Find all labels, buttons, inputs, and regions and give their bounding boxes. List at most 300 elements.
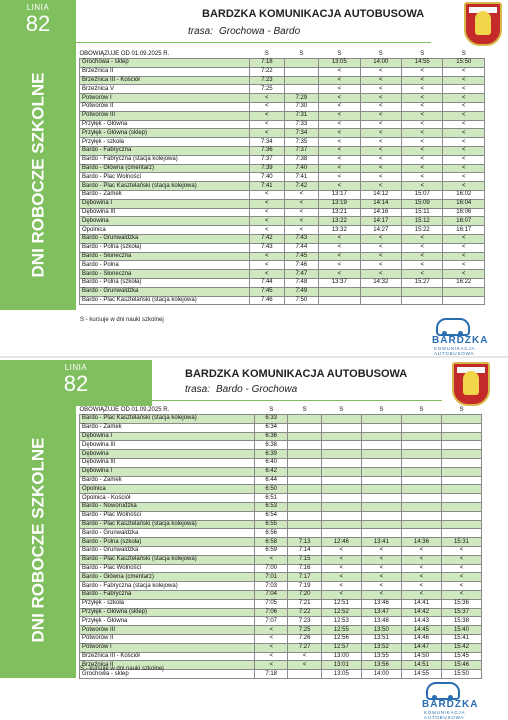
departure-time [288,458,321,467]
departure-time: 6:55 [255,520,288,529]
departure-time: < [402,129,443,138]
table-row [80,573,482,582]
route-name: Grochowa - Bardo [219,26,301,37]
table-row [80,582,482,591]
departure-time [401,423,441,432]
departure-time: < [360,129,401,138]
departure-time: 7:06 [255,608,288,617]
table-row [80,217,485,226]
table-row [80,415,482,424]
departure-time: < [319,261,360,270]
departure-time: 7:26 [288,634,321,643]
departure-time [441,511,481,520]
departure-time: < [250,226,285,235]
departure-time: < [319,76,360,85]
departure-time: 6:56 [255,529,288,538]
table-row [80,76,485,85]
table-row [80,476,482,485]
departure-time [288,511,321,520]
departure-time: 7:34 [284,129,319,138]
stop-name: Bardo - Fabryczna [80,590,255,599]
table-row [80,494,482,503]
departure-time: 15:46 [441,661,481,670]
route-label: trasa: [188,26,214,37]
departure-time: < [402,261,443,270]
column-header: S [420,50,425,57]
departure-time: < [250,217,285,226]
departure-time: 7:22 [250,67,285,76]
stop-name: Opolnica - Kościół [80,494,255,503]
departure-time [401,415,441,424]
route-line [185,384,297,395]
departure-time: < [321,564,361,573]
departure-time: 7:44 [250,278,285,287]
departure-time [321,415,361,424]
table-row [80,208,485,217]
table-row [80,423,482,432]
departure-time [288,670,321,679]
departure-time: 15:09 [402,199,443,208]
departure-time [319,296,360,305]
departure-time: < [361,555,401,564]
departure-time [401,458,441,467]
departure-time: 16:22 [443,278,485,287]
stop-name: Brzeźnica III - Kościół [80,76,250,85]
table-row [80,243,485,252]
departure-time [321,485,361,494]
departure-time: 13:05 [319,59,360,68]
departure-time: < [319,252,360,261]
table-row [80,626,482,635]
departure-time: 7:43 [250,243,285,252]
departure-time [321,476,361,485]
departure-time: 7:15 [288,555,321,564]
departure-time: < [402,270,443,279]
departure-time: 7:37 [250,155,285,164]
departure-time [288,423,321,432]
departure-time: 14:45 [401,626,441,635]
departure-time [288,432,321,441]
departure-time: 14:47 [401,643,441,652]
departure-time: < [319,182,360,191]
column-header: S [419,406,424,413]
table-row [80,296,485,305]
table-row [80,467,482,476]
departure-time: 13:00 [321,652,361,661]
departure-time: 15:40 [441,626,481,635]
stop-name: Bardo - Plac Wolności [80,173,250,182]
departure-time: < [250,199,285,208]
logo-sub2: AUTOBUSOWA [424,715,465,720]
table-row [80,234,485,243]
departure-time: 13:05 [321,670,361,679]
departure-time [443,287,485,296]
stop-name: Bardo - Słoneczna [80,252,250,261]
stop-name: Bardo - Grunwaldzka [80,287,250,296]
stop-name: Bardo - Słoneczna [80,270,250,279]
departure-time: 6:38 [255,441,288,450]
departure-time [321,529,361,538]
departure-time [402,296,443,305]
departure-time: < [360,243,401,252]
departure-time: < [402,146,443,155]
departure-time: < [443,111,485,120]
departure-time: < [443,252,485,261]
departure-time: < [319,120,360,129]
departure-time [361,458,401,467]
departure-time [441,441,481,450]
stop-name: Bardo - Plac Kasztelański (stacja kolejowa) [80,296,250,305]
departure-time: 13:17 [319,190,360,199]
stop-name: Bardo - Grunwaldzka [80,234,250,243]
departure-time: < [319,67,360,76]
departure-time: < [443,261,485,270]
departure-time: < [250,102,285,111]
departure-time: < [402,111,443,120]
departure-time: 7:21 [288,599,321,608]
stop-name: Opolnica [80,485,255,494]
departure-time: 6:33 [255,415,288,424]
departure-time [401,502,441,511]
departure-time: < [250,261,285,270]
departure-time: < [443,173,485,182]
departure-time: 6:34 [255,423,288,432]
stop-name: Przyłęk - szkoła [80,599,255,608]
stop-name: Dębowina III [80,208,250,217]
departure-time: < [401,573,441,582]
stop-name: Dębowina [80,450,255,459]
table-header-row [80,406,482,415]
departure-time: 15:36 [441,599,481,608]
departure-time: 7:16 [288,564,321,573]
stop-name: Bardo - Plac Kasztelański (stacja kolejowa) [80,520,255,529]
departure-time: 6:53 [255,502,288,511]
departure-time: 7:49 [284,287,319,296]
departure-time: 7:45 [250,287,285,296]
departure-time: 15:12 [402,217,443,226]
departure-time [402,287,443,296]
departure-time [441,520,481,529]
departure-time: 7:43 [284,234,319,243]
timetable-sheet-2 [0,360,508,720]
departure-time: < [360,120,401,129]
departure-time: 6:59 [255,546,288,555]
departure-time: < [441,546,481,555]
table-row [80,278,485,287]
departure-time [401,432,441,441]
column-header: S [379,406,384,413]
stop-name: Potworów III [80,111,250,120]
departure-time: 7:33 [284,120,319,129]
column-header: S [264,50,269,57]
departure-time [321,520,361,529]
departure-time: 7:42 [284,182,319,191]
departure-time: 15:07 [402,190,443,199]
departure-time: 6:54 [255,511,288,520]
departure-time: < [402,138,443,147]
table-row [80,511,482,520]
column-header: S [378,50,383,57]
departure-time [441,458,481,467]
departure-time: 14:50 [401,652,441,661]
departure-time: 6:44 [255,476,288,485]
departure-time [319,287,360,296]
vertical-title [0,50,76,300]
departure-time: < [250,120,285,129]
coat-of-arms-icon [452,362,490,406]
table-row [80,261,485,270]
departure-time: 12:55 [321,626,361,635]
departure-time [361,485,401,494]
departure-time [361,476,401,485]
departure-time [361,450,401,459]
departure-time: 6:40 [255,458,288,467]
departure-time: 14:17 [360,217,401,226]
departure-time [401,476,441,485]
table-row [80,520,482,529]
line-number: 82 [25,11,51,36]
departure-time: 7:00 [255,564,288,573]
departure-time: < [443,94,485,103]
departure-time: 12:56 [321,634,361,643]
departure-time: 6:51 [255,494,288,503]
table-row [80,608,482,617]
departure-time: < [360,164,401,173]
departure-time: < [361,573,401,582]
departure-time: < [360,261,401,270]
stop-name: Dębowina I [80,199,250,208]
stop-name: Przyłęk - Główna [80,120,250,129]
departure-time [441,485,481,494]
company-logo [420,682,490,718]
departure-time: 7:40 [250,173,285,182]
departure-time: 15:22 [402,226,443,235]
logo-sub1: KOMUNIKACJA [434,346,476,351]
departure-time: 12:57 [321,643,361,652]
column-header: S [461,50,466,57]
departure-time: 16:07 [443,217,485,226]
departure-time [441,415,481,424]
departure-time: 16:06 [443,208,485,217]
departure-time: < [443,146,485,155]
departure-time [288,415,321,424]
stop-name: Potworów III [80,626,255,635]
departure-time: 14:41 [401,599,441,608]
departure-time: 14:00 [361,670,401,679]
table-row [80,146,485,155]
stop-name: Przyłęk - Główna (sklep) [80,129,250,138]
departure-time: 14:16 [360,208,401,217]
departure-time [361,502,401,511]
departure-time: < [401,590,441,599]
departure-time: 7:29 [284,94,319,103]
stop-name: Potworów II [80,102,250,111]
table-row [80,538,482,547]
departure-time: < [402,243,443,252]
departure-time [441,467,481,476]
departure-time: < [284,199,319,208]
departure-time: < [284,217,319,226]
departure-time [284,85,319,94]
departure-time: < [319,173,360,182]
valid-from: OBOWIĄZUJE OD 01.09.2025 R. [79,406,170,413]
departure-time: 7:27 [288,643,321,652]
departure-time: < [250,94,285,103]
departure-time: 12:46 [321,538,361,547]
departure-time: < [319,85,360,94]
departure-time: < [360,155,401,164]
departure-time: < [402,164,443,173]
stop-name: Przyłęk - szkoła [80,138,250,147]
stop-name: Dębowina [80,217,250,226]
departure-time: < [360,102,401,111]
table-row [80,643,482,652]
departure-time: 14:36 [401,538,441,547]
departure-time: 7:20 [288,590,321,599]
departure-time: 7:50 [284,296,319,305]
table-row [80,546,482,555]
departure-time [441,529,481,538]
departure-time: 7:19 [288,582,321,591]
stop-name: Dębowina III [80,458,255,467]
departure-time [361,494,401,503]
departure-time: < [284,190,319,199]
stop-name: Bardo - Fabryczna [80,146,250,155]
departure-time: 13:47 [361,608,401,617]
departure-time: < [321,546,361,555]
departure-time: 7:42 [250,234,285,243]
departure-time: < [361,564,401,573]
departure-time: 7:34 [250,138,285,147]
table-row [80,432,482,441]
stop-name: Bardo - Noworudzka [80,502,255,511]
departure-time: 7:45 [284,252,319,261]
departure-time: < [443,67,485,76]
departure-time: 12:52 [321,608,361,617]
line-box [0,0,76,44]
stop-name: Potworów I [80,643,255,652]
departure-time: < [360,270,401,279]
timetable-body [80,406,482,678]
stop-name: Bardo - Główna (cmentarz) [80,164,250,173]
departure-time [441,502,481,511]
table-row [80,102,485,111]
departure-time: 7:03 [255,582,288,591]
departure-time: 7:47 [284,270,319,279]
table-row [80,67,485,76]
departure-time: 14:55 [401,670,441,679]
vertical-title-text: DNI ROBOCZE SZKOLNE [28,437,48,643]
departure-time [284,67,319,76]
timetable-note: S - kursuje w dni nauki szkolnej [80,666,164,672]
departure-time [360,287,401,296]
departure-time: 7:48 [284,278,319,287]
departure-time: < [360,138,401,147]
departure-time: < [443,120,485,129]
line-number: 82 [63,371,89,396]
departure-time: < [401,555,441,564]
stop-name: Bardo - Polna (szkoła) [80,538,255,547]
departure-time: 7:05 [255,599,288,608]
sheet-separator [0,356,508,358]
departure-time [321,511,361,520]
logo-brand: BARDZKA [422,699,479,710]
departure-time: 6:42 [255,467,288,476]
departure-time: 6:39 [255,450,288,459]
departure-time: < [402,182,443,191]
logo-sub2: AUTOBUSOWA [434,351,475,356]
table-row [80,85,485,94]
departure-time: 13:56 [361,661,401,670]
departure-time: < [360,146,401,155]
departure-time [321,441,361,450]
departure-time: 15:27 [402,278,443,287]
departure-time: 7:01 [255,573,288,582]
route-line [188,26,300,37]
departure-time: < [321,555,361,564]
stop-name: Bardo - Fabryczna (stacja kolejowa) [80,155,250,164]
departure-time: 7:46 [284,261,319,270]
departure-time: 13:32 [319,226,360,235]
departure-time: 7:04 [255,590,288,599]
departure-time: 15:50 [441,670,481,679]
route-label: trasa: [185,384,211,395]
departure-time: < [360,252,401,261]
departure-time: 14:46 [401,634,441,643]
table-row [80,173,485,182]
stop-name: Potworów II [80,634,255,643]
departure-time: < [319,94,360,103]
departure-time: 13:50 [361,626,401,635]
departure-time: 7:25 [250,85,285,94]
departure-time: 15:38 [441,617,481,626]
table-row [80,599,482,608]
departure-time: < [441,573,481,582]
column-header: S [339,406,344,413]
stop-name: Dębowina III [80,441,255,450]
column-header: S [337,50,342,57]
header-rule [76,42,431,43]
departure-time: < [402,102,443,111]
departure-time: < [319,243,360,252]
departure-time: 6:36 [255,432,288,441]
departure-time: < [360,85,401,94]
stop-name: Grochowa - sklep [80,670,255,679]
departure-time: 13:22 [319,217,360,226]
departure-time: < [360,76,401,85]
stop-name: Bardo - Plac Kasztelański (stacja kolejowa) [80,182,250,191]
departure-time [321,450,361,459]
departure-time: 13:48 [361,617,401,626]
departure-time: < [360,234,401,243]
departure-time: < [255,643,288,652]
table-row [80,564,482,573]
departure-time: 16:17 [443,226,485,235]
table-row [80,458,482,467]
route-name: Bardo - Grochowa [216,384,298,395]
valid-from: OBOWIĄZUJE OD 01.09.2025 R. [79,50,170,57]
departure-time [321,494,361,503]
stop-name: Brzeźnica V [80,85,250,94]
stop-name: Brzeźnica II [80,661,255,670]
stop-name: Przyłęk - Główna [80,617,255,626]
stop-name: Dębowina I [80,467,255,476]
departure-time: 15:41 [441,634,481,643]
departure-time: 13:46 [361,599,401,608]
column-header: S [302,406,307,413]
departure-time: < [401,546,441,555]
departure-time [441,494,481,503]
